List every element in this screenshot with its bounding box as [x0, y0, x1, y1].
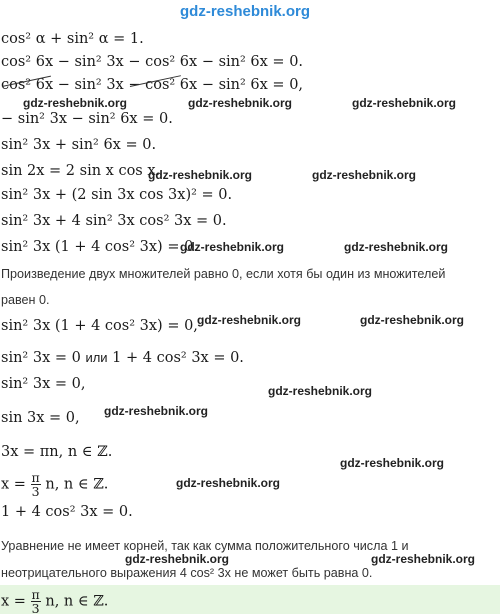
text-paragraph-3: Уравнение не имеет корней, так как сумма положительного числа 1 и: [1, 539, 409, 553]
watermark: gdz-reshebnik.org: [340, 456, 445, 470]
text-paragraph-1: Произведение двух множителей равно 0, если хотя бы один из множителей: [1, 267, 446, 281]
fraction: [31, 471, 41, 498]
answer-rhs: n, n ∈ ℤ.: [45, 593, 109, 610]
formula-line-5: sin² 3x + sin² 6x = 0.: [1, 137, 157, 153]
formula-line-6: sin 2x = 2 sin x cos x.: [1, 163, 161, 179]
word-or: или: [85, 350, 108, 365]
formula-line-1: cos² α + sin² α = 1.: [1, 31, 144, 47]
fraction-numerator: π: [31, 470, 40, 485]
formula-line-16: 1 + 4 cos² 3x = 0.: [1, 504, 133, 520]
answer-numerator: π: [31, 587, 40, 602]
watermark: gdz-reshebnik.org: [180, 240, 285, 254]
formula-rhs: n, n ∈ ℤ.: [45, 476, 109, 493]
formula-line-14: 3x = πn, n ∈ ℤ.: [1, 444, 113, 460]
answer-fraction: [31, 588, 41, 615]
watermark: gdz-reshebnik.org: [371, 552, 476, 566]
text-paragraph-2: равен 0.: [1, 293, 50, 307]
watermark-top: gdz-reshebnik.org: [180, 3, 311, 20]
formula-line-13: sin 3x = 0,: [1, 410, 80, 426]
answer-lhs: x =: [1, 593, 26, 610]
fraction-denominator: 3: [31, 484, 40, 499]
watermark: gdz-reshebnik.org: [197, 313, 302, 327]
formula-line-12: sin² 3x = 0,: [1, 376, 86, 392]
watermark: gdz-reshebnik.org: [344, 240, 449, 254]
watermark: gdz-reshebnik.org: [312, 168, 417, 182]
watermark: gdz-reshebnik.org: [268, 384, 373, 398]
formula-line-4: − sin² 3x − sin² 6x = 0.: [1, 111, 173, 127]
watermark: gdz-reshebnik.org: [176, 476, 281, 490]
formula-lhs: x =: [1, 476, 26, 493]
answer-line: [1, 588, 108, 615]
formula-line-15: [1, 471, 108, 498]
formula-line-11: [1, 349, 244, 367]
formula-part-a: sin² 3x = 0: [1, 350, 81, 366]
watermark: gdz-reshebnik.org: [188, 96, 293, 110]
formula-line-8: sin² 3x + 4 sin² 3x cos² 3x = 0.: [1, 213, 227, 229]
formula-line-10: sin² 3x (1 + 4 cos² 3x) = 0,: [1, 318, 198, 334]
formula-line-2: cos² 6x − sin² 3x − cos² 6x − sin² 6x = 0.: [1, 54, 304, 70]
watermark: gdz-reshebnik.org: [148, 168, 253, 182]
text-paragraph-4: неотрицательного выражения 4 cos² 3x не может быть равна 0.: [1, 566, 373, 580]
watermark: gdz-reshebnik.org: [360, 313, 465, 327]
answer-denominator: 3: [31, 601, 40, 616]
watermark: gdz-reshebnik.org: [23, 96, 128, 110]
formula-line-9: sin² 3x (1 + 4 cos² 3x) = 0.: [1, 239, 198, 255]
formula-line-3: cos² 6x − sin² 3x − cos² 6x − sin² 6x = 0,: [1, 77, 304, 93]
watermark: gdz-reshebnik.org: [352, 96, 457, 110]
formula-part-b: 1 + 4 cos² 3x = 0.: [112, 350, 244, 366]
watermark: gdz-reshebnik.org: [125, 552, 230, 566]
formula-line-7: sin² 3x + (2 sin 3x cos 3x)² = 0.: [1, 187, 233, 203]
watermark: gdz-reshebnik.org: [104, 404, 209, 418]
